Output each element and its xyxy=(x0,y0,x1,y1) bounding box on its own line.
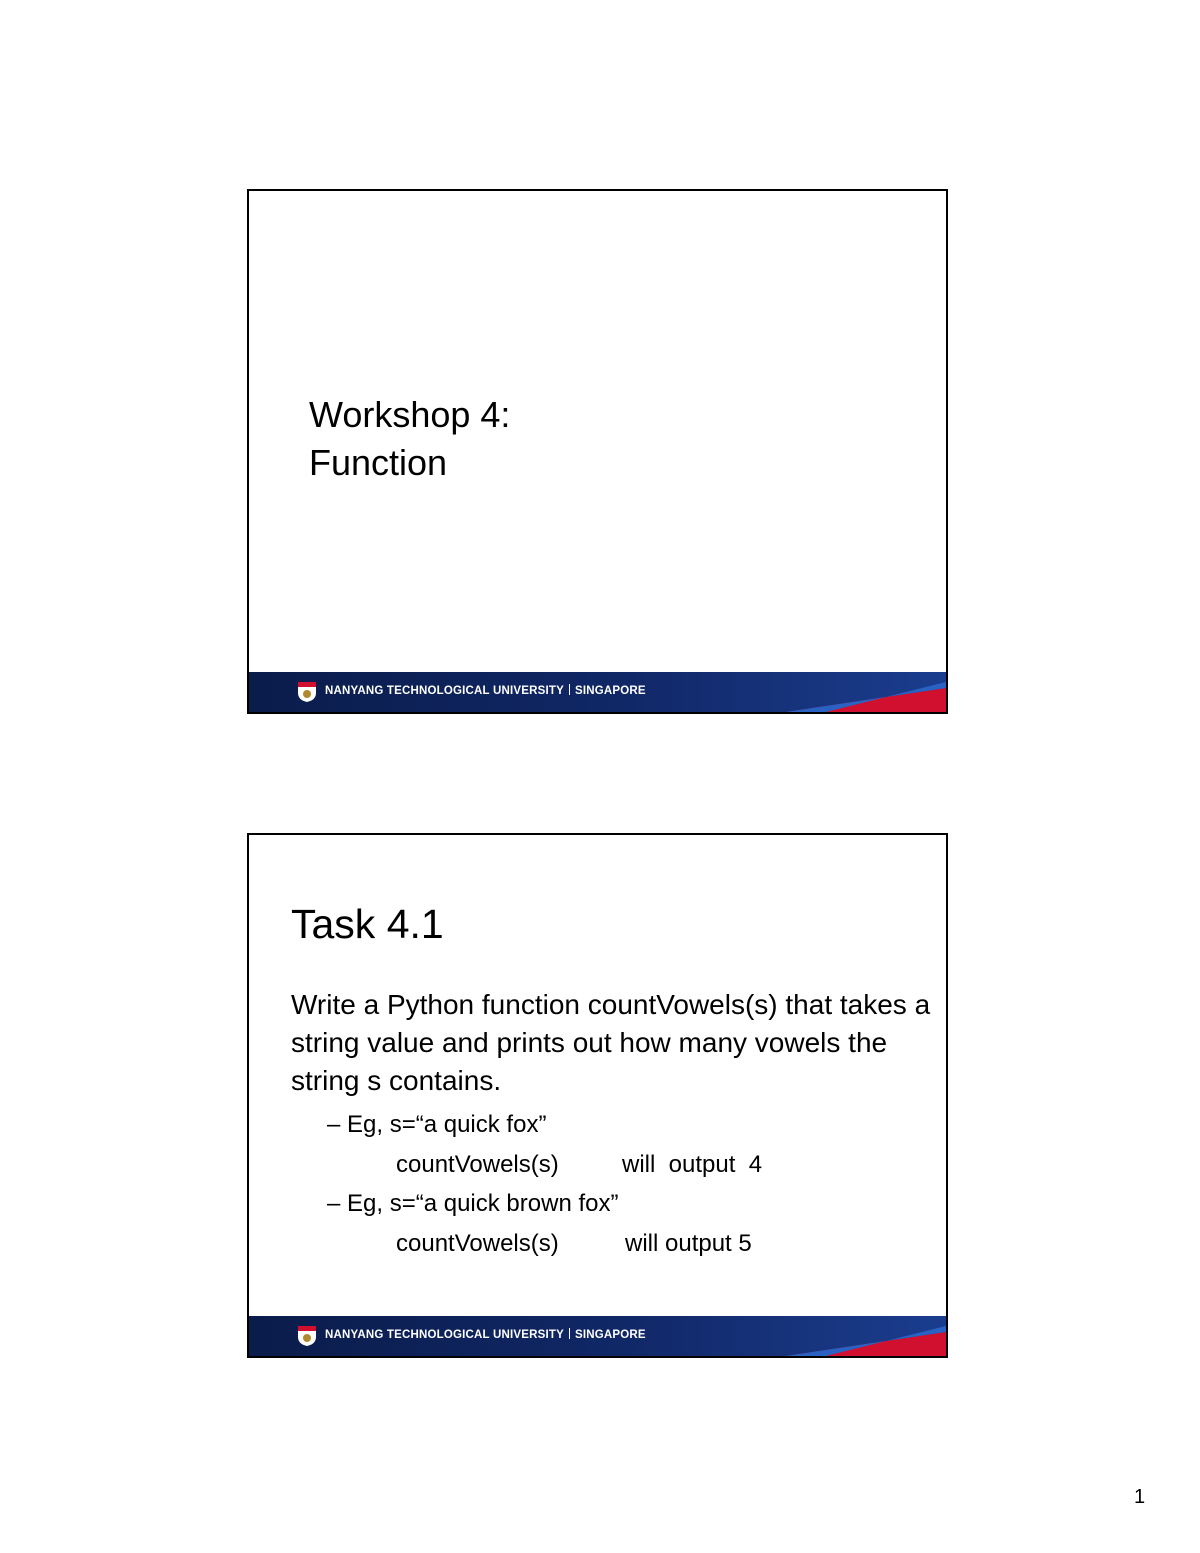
location-label: SINGAPORE xyxy=(574,1329,646,1341)
university-name xyxy=(325,684,646,697)
example-1-result: will output 4 xyxy=(622,1151,763,1178)
slide-2-title: Task 4.1 xyxy=(291,901,444,947)
slide-2 xyxy=(247,833,948,1358)
ntu-footer-band xyxy=(249,1316,946,1356)
example-1-call: countVowels(s) xyxy=(396,1151,559,1178)
university-label: NANYANG TECHNOLOGICAL UNIVERSITY xyxy=(325,685,564,697)
example-1-label: – Eg, s=“a quick fox” xyxy=(327,1111,547,1138)
example-2-result: will output 5 xyxy=(625,1230,752,1257)
divider xyxy=(569,684,570,695)
ntu-crest-icon xyxy=(297,1325,317,1347)
ntu-crest-icon xyxy=(297,681,317,703)
task-description: Write a Python function countVowels(s) that takes a string value and prints out how many vowels the string s contains. xyxy=(291,989,931,1096)
divider xyxy=(569,1328,570,1339)
slide-1 xyxy=(247,189,948,714)
university-label: NANYANG TECHNOLOGICAL UNIVERSITY xyxy=(325,1329,564,1341)
example-2-label: – Eg, s=“a quick brown fox” xyxy=(327,1190,619,1217)
footer-swoosh-graphic xyxy=(786,1316,946,1356)
title-line-1: Workshop 4: xyxy=(309,394,511,435)
title-line-2: Function xyxy=(309,442,448,483)
slide-1-title xyxy=(309,391,510,487)
example-2-call: countVowels(s) xyxy=(396,1230,559,1257)
ntu-footer-band xyxy=(249,672,946,712)
footer-swoosh-graphic xyxy=(786,672,946,712)
page-number: 1 xyxy=(1134,1486,1146,1508)
university-name xyxy=(325,1328,646,1341)
location-label: SINGAPORE xyxy=(574,685,646,697)
